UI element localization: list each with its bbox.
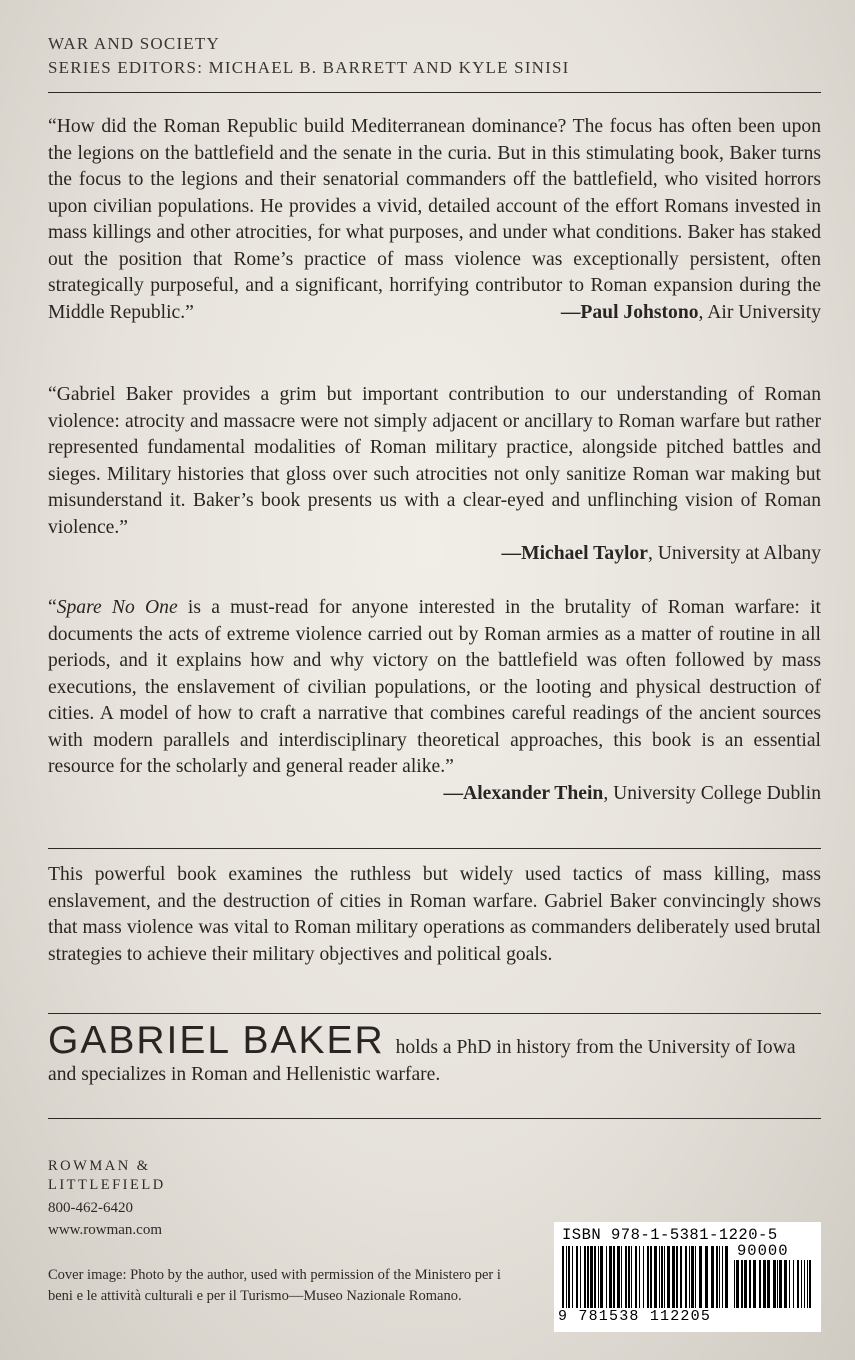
blurb-open-quote: “ [48, 597, 57, 618]
blurb-quote-1 [48, 114, 821, 326]
blurb-attribution [561, 300, 821, 327]
publisher-name-line2: LITTLEFIELD [48, 1177, 166, 1193]
blurb-author: —Alexander Thein [443, 782, 604, 804]
series-editors: SERIES EDITORS: MICHAEL B. BARRETT AND KYLE SINISI [48, 58, 570, 77]
author-bio [48, 1019, 821, 1088]
barcode-digits: 9 781538 112205 [558, 1308, 712, 1325]
barcode-bars [562, 1246, 732, 1308]
blurb-quote-text [48, 595, 821, 781]
divider-rule [48, 1118, 821, 1119]
blurb-author: —Michael Taylor [501, 543, 648, 564]
divider-rule [48, 92, 821, 93]
publisher-phone: 800-462-6420 [48, 1200, 133, 1216]
blurb-quote-text: “Gabriel Baker provides a grim but important contribution to our understanding of Roman violence: atrocity and massacre were not simply adjacent or ancillary to Roman warfare but rather represented fundamental modalities of Roman military practice, alongside pitched battles and sieges. Military histories that gloss over such atrocities not only sanitize Roman war making but misunderstand it. Baker’s book presents us with a clear-eyed and unflinching vision of Roman violence.” [48, 384, 821, 538]
divider-rule [48, 1013, 821, 1014]
divider-rule [48, 848, 821, 849]
blurb-quote-body: is a must-read for anyone interested in the brutality of Roman warfare: it documents the acts of extreme violence carried out by Roman armies as a matter of routine in all periods, and it explains how and why victory on the battlefield was often followed by mass executions, the enslavement of civilian populations, or the looting and physical destruction of cities. A model of how to craft a narrative that combines careful readings of the ancient sources with modern parallels and interdisciplinary theoretical approaches, this book is an essential resource for the scholarly and general reader alike.” [48, 597, 821, 777]
publisher-name-line1: ROWMAN & [48, 1158, 151, 1174]
book-title: Spare No One [56, 597, 178, 618]
series-title: WAR AND SOCIETY [48, 34, 220, 53]
publisher-contact [48, 1197, 162, 1241]
isbn-barcode [554, 1222, 821, 1332]
blurb-quote-text: “How did the Roman Republic build Mediterranean dominance? The focus has often been upon the legions on the battlefield and the senate in the curia. But in this stimulating book, Baker turns the focus to the legions and their senatorial commanders off the battlefield, who visited horrors upon civilian populations. He provides a vivid, detailed account of the effort Romans invested in mass killings and other atrocities, for what purposes, and under what conditions. Baker has staked out the position that Rome’s practice of mass violence was exceptionally persistent, often strategically purposeful, and a significant, horrifying contributor to Roman expansion during the Middle Republic.” [48, 116, 821, 323]
author-bio-text: holds a PhD in history from the University of Iowa and specializes in Roman and Hellenistic warfare. [48, 1037, 796, 1085]
blurb-affiliation: , University at Albany [647, 543, 821, 564]
isbn-label: ISBN 978-1-5381-1220-5 [562, 1226, 778, 1244]
cover-credit: Cover image: Photo by the author, used with permission of the Ministero per i beni e le attività culturali e per il Turismo—Museo Nazionale Romano. [48, 1267, 501, 1304]
author-name: GABRIEL BAKER [48, 1019, 385, 1062]
addon-barcode-bars [734, 1260, 812, 1308]
publisher-logo [48, 1157, 166, 1195]
series-info [48, 32, 570, 80]
blurb-attribution [48, 541, 821, 568]
blurb-quote-3 [48, 595, 821, 807]
blurb-author: —Paul Johstono [560, 301, 699, 323]
book-description: This powerful book examines the ruthless but widely used tactics of mass killing, mass enslavement, and the destruction of cities in Roman warfare. Gabriel Baker convincingly shows that mass violence was vital to Roman military operations as commanders deliberately used brutal strategies to achieve their military objectives and political goals. [48, 864, 821, 965]
blurb-affiliation: , Air University [698, 301, 821, 323]
blurb-affiliation: , University College Dublin [603, 782, 821, 804]
blurb-quote-2 [48, 382, 821, 568]
publisher-website: www.rowman.com [48, 1222, 163, 1238]
blurb-attribution [48, 781, 821, 808]
price-code: 90000 [737, 1242, 789, 1260]
